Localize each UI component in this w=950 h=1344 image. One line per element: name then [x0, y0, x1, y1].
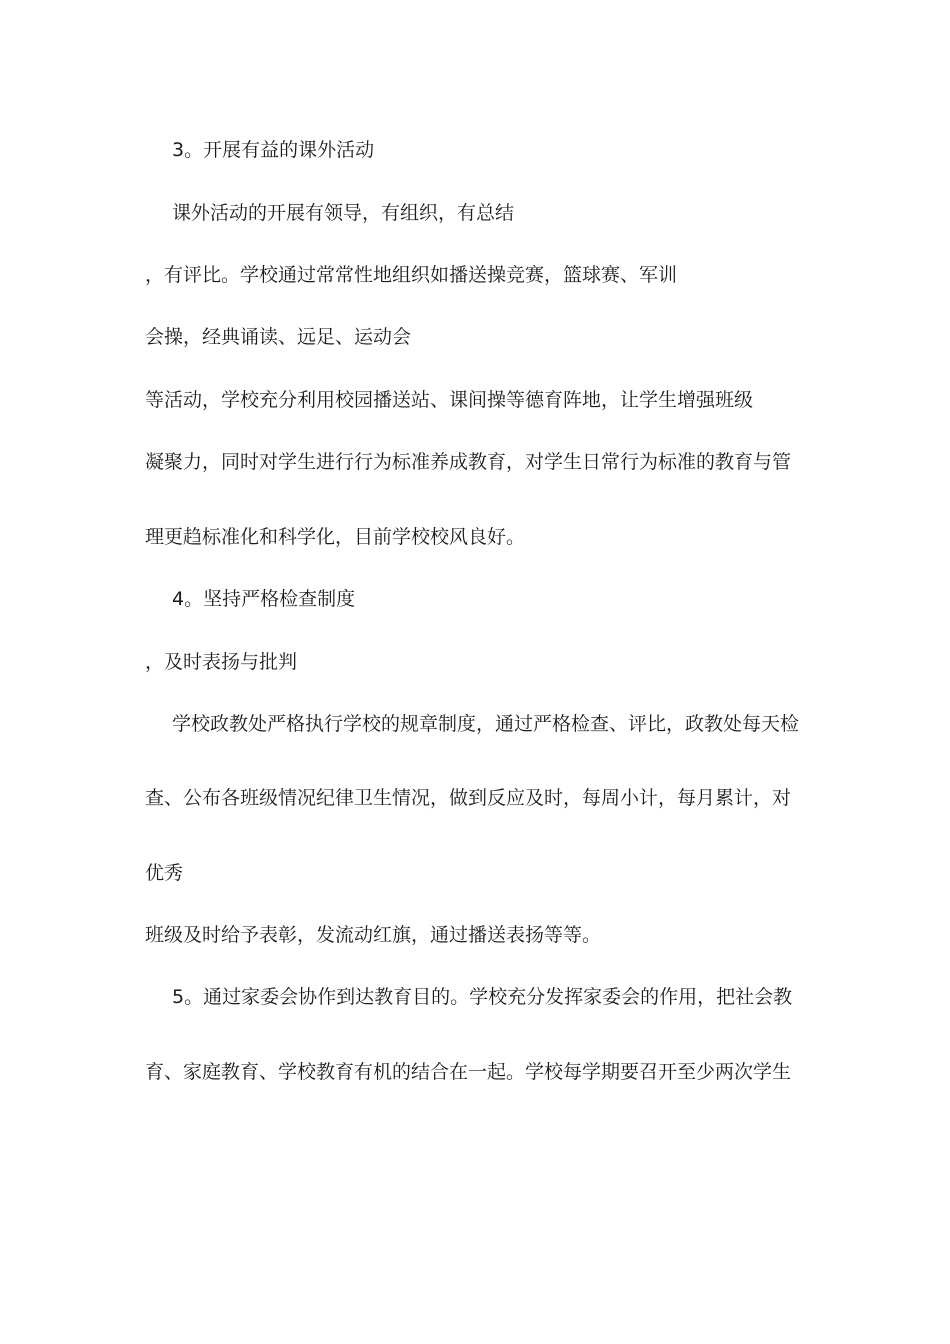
section-heading-3: 3。开展有益的课外活动	[172, 139, 375, 161]
paragraph-line: 学校政教处严格执行学校的规章制度，通过严格检查、评比，政教处每天检	[172, 713, 800, 735]
paragraph-line: 等活动，学校充分利用校园播送站、课间操等德育阵地，让学生增强班级	[145, 389, 754, 411]
paragraph-line: 优秀	[145, 862, 184, 884]
paragraph-line: 查、公布各班级情况纪律卫生情况，做到反应及时，每周小计，每月累计，对	[145, 787, 792, 809]
paragraph-line: 课外活动的开展有领导，有组织，有总结	[172, 202, 515, 224]
paragraph-line: 班级及时给予表彰，发流动红旗，通过播送表扬等等。	[145, 924, 602, 946]
paragraph-line: ，有评比。学校通过常常性地组织如播送操竞赛，篮球赛、军训	[145, 264, 678, 286]
paragraph-line: 育、家庭教育、学校教育有机的结合在一起。学校每学期要召开至少两次学生	[145, 1061, 792, 1083]
section-heading-4: 4。坚持严格检查制度	[172, 588, 356, 610]
section-heading-5: 5。通过家委会协作到达教育目的。学校充分发挥家委会的作用，把社会教	[172, 986, 793, 1008]
paragraph-line: ，及时表扬与批判	[145, 651, 298, 673]
paragraph-line: 会操，经典诵读、远足、运动会	[145, 326, 412, 348]
paragraph-line: 凝聚力，同时对学生进行行为标准养成教育，对学生日常行为标准的教育与管	[145, 451, 792, 473]
paragraph-line: 理更趋标准化和科学化，目前学校校风良好。	[145, 526, 526, 548]
